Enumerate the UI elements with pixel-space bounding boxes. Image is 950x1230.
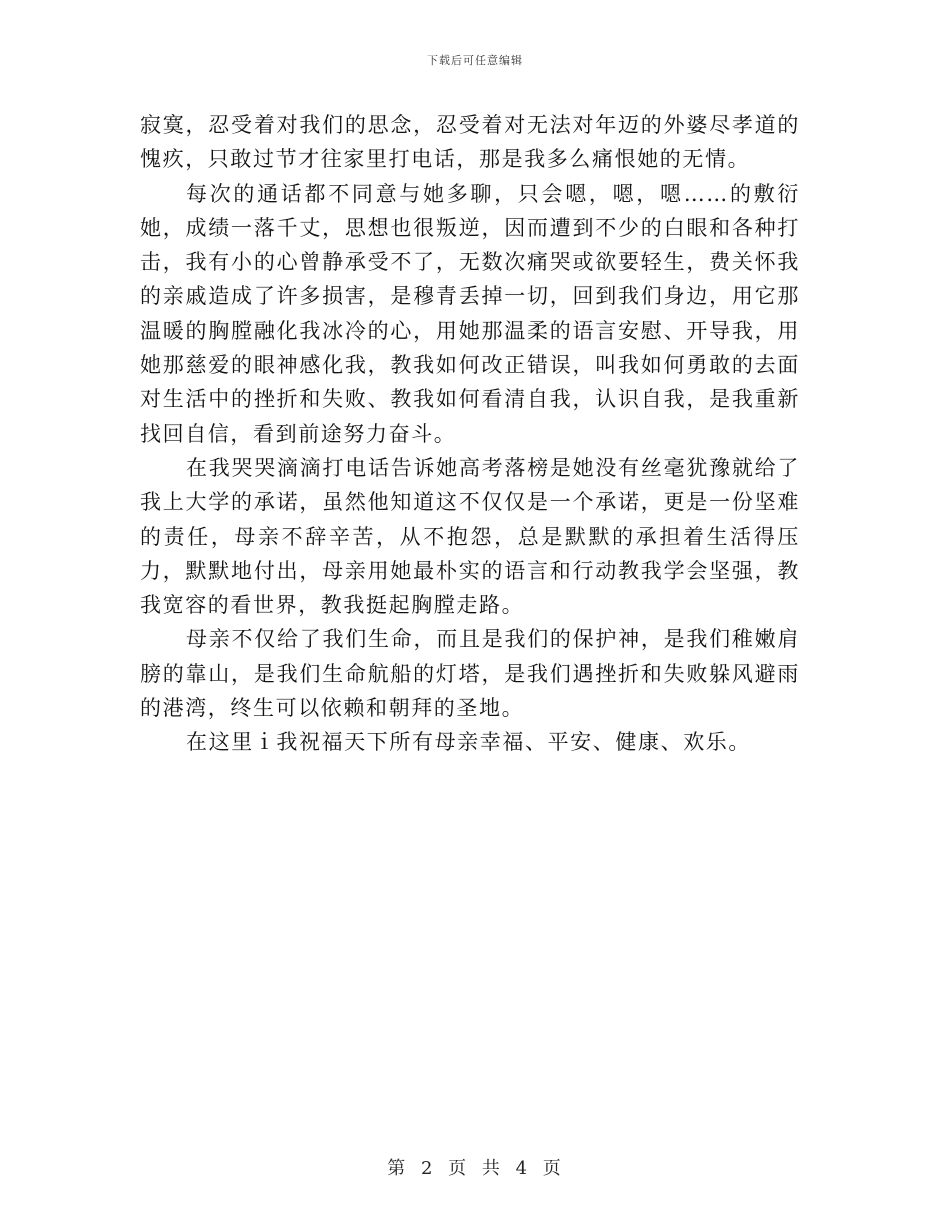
page-number-footer: 第 2 页 共 4 页 (387, 1158, 563, 1179)
document-body (140, 108, 800, 760)
paragraph-5: 在这里ｉ我祝福天下所有母亲幸福、平安、健康、欢乐。 (186, 730, 751, 755)
paragraph-3: 在我哭哭滴滴打电话告诉她高考落榜是她没有丝毫犹豫就给了我上大学的承诺，虽然他知道这不仅仅是一个承诺，更是一份坚难的责任，母亲不辞辛苦，从不抱怨，总是默默的承担着生活得压力，默默地付出，母亲用她最朴实的语言和行动教我学会坚强，教我宽容的看世界，教我挺起胸膛走路。 (140, 455, 800, 618)
page-header: 下载后可任意编辑 (427, 54, 523, 67)
paragraph-2: 每次的通话都不同意与她多聊，只会嗯，嗯，嗯……的敷衍她，成绩一落千丈，思想也很叛逆，因而遭到不少的白眼和各种打击，我有小的心曾静承受不了，无数次痛哭或欲要轻生，费关怀我的亲戚造成了许多损害，是穆青丢掉一切，回到我们身边，用它那温暖的胸膛融化我冰冷的心，用她那温柔的语言安慰、开导我，用她那慈爱的眼神感化我，教我如何改正错误，叫我如何勇敢的去面对生活中的挫折和失败、教我如何看清自我，认识自我，是我重新找回自信，看到前途努力奋斗。 (140, 181, 800, 446)
paragraph-4: 母亲不仅给了我们生命，而且是我们的保护神，是我们稚嫩肩膀的靠山，是我们生命航船的灯塔，是我们遇挫折和失败躲风避雨的港湾，终生可以依赖和朝拜的圣地。 (140, 627, 800, 721)
paragraph-1: 寂寞，忍受着对我们的思念，忍受着对无法对年迈的外婆尽孝道的愧疚，只敢过节才往家里打电话，那是我多么痛恨她的无情。 (140, 113, 800, 172)
